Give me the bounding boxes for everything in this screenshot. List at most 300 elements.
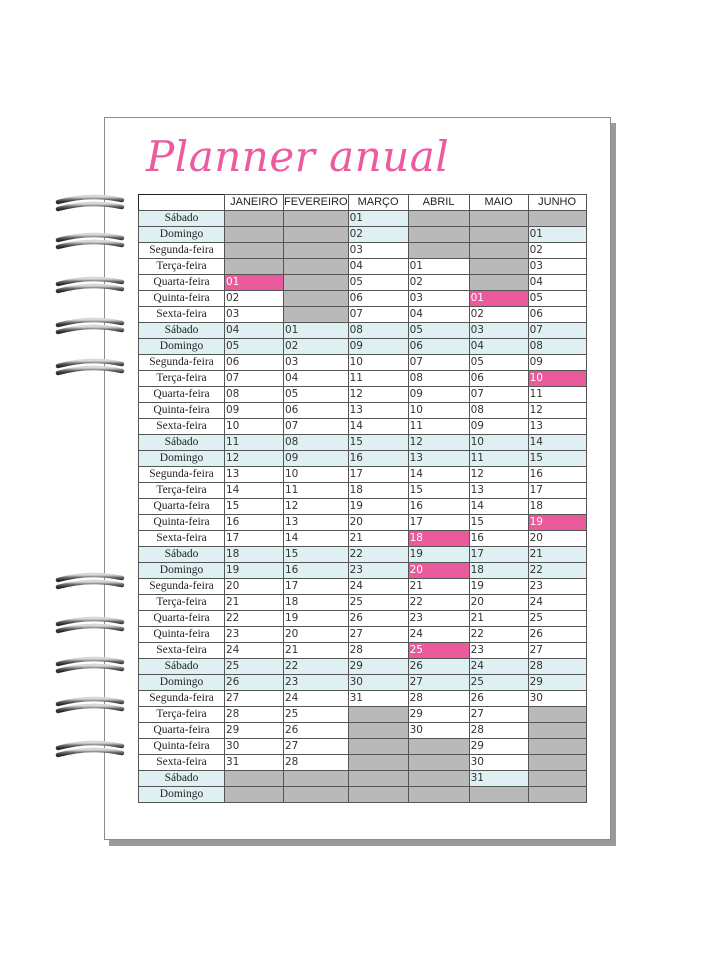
ring-wire bbox=[58, 582, 122, 587]
date-cell: 13 bbox=[348, 403, 408, 419]
date-cell: 24 bbox=[225, 643, 284, 659]
date-cell: 18 bbox=[408, 531, 469, 547]
weekday-label: Domingo bbox=[139, 563, 225, 579]
weekday-label: Segunda-feira bbox=[139, 467, 225, 483]
weekday-label: Sábado bbox=[139, 211, 225, 227]
date-cell: 29 bbox=[469, 739, 528, 755]
date-cell: 26 bbox=[408, 659, 469, 675]
date-cell bbox=[528, 211, 586, 227]
date-cell: 09 bbox=[284, 451, 349, 467]
weekday-label: Sexta-feira bbox=[139, 643, 225, 659]
month-header: ABRIL bbox=[408, 195, 469, 211]
date-cell: 22 bbox=[348, 547, 408, 563]
date-cell bbox=[469, 275, 528, 291]
ring-wire bbox=[58, 361, 122, 366]
ring-wire bbox=[58, 197, 122, 202]
date-cell: 03 bbox=[348, 243, 408, 259]
weekday-label: Quinta-feira bbox=[139, 515, 225, 531]
date-cell: 07 bbox=[225, 371, 284, 387]
date-cell: 31 bbox=[469, 771, 528, 787]
table-row bbox=[139, 211, 587, 227]
date-cell: 04 bbox=[348, 259, 408, 275]
date-cell: 10 bbox=[284, 467, 349, 483]
date-cell: 05 bbox=[469, 355, 528, 371]
date-cell: 31 bbox=[348, 691, 408, 707]
date-cell bbox=[469, 259, 528, 275]
date-cell: 12 bbox=[469, 467, 528, 483]
spiral-binding-icon bbox=[0, 0, 130, 959]
date-cell: 12 bbox=[408, 435, 469, 451]
page-title: Planner anual bbox=[146, 132, 450, 181]
date-cell: 04 bbox=[469, 339, 528, 355]
date-cell bbox=[225, 211, 284, 227]
date-cell: 16 bbox=[469, 531, 528, 547]
ring-wire bbox=[58, 626, 122, 631]
ring-wire bbox=[58, 242, 122, 247]
date-cell: 11 bbox=[225, 435, 284, 451]
date-cell: 08 bbox=[284, 435, 349, 451]
date-cell: 20 bbox=[469, 595, 528, 611]
date-cell: 01 bbox=[348, 211, 408, 227]
date-cell: 10 bbox=[408, 403, 469, 419]
weekday-label: Sábado bbox=[139, 435, 225, 451]
table-row bbox=[139, 371, 587, 387]
date-cell: 19 bbox=[528, 515, 586, 531]
date-cell: 05 bbox=[348, 275, 408, 291]
date-cell: 24 bbox=[469, 659, 528, 675]
table-row bbox=[139, 771, 587, 787]
date-cell: 23 bbox=[225, 627, 284, 643]
month-header-row bbox=[139, 195, 587, 211]
month-header: MAIO bbox=[469, 195, 528, 211]
date-cell: 07 bbox=[469, 387, 528, 403]
table-row bbox=[139, 227, 587, 243]
date-cell: 06 bbox=[348, 291, 408, 307]
date-cell: 28 bbox=[348, 643, 408, 659]
table-row bbox=[139, 291, 587, 307]
weekday-label: Quarta-feira bbox=[139, 611, 225, 627]
date-cell: 09 bbox=[408, 387, 469, 403]
date-cell: 04 bbox=[408, 307, 469, 323]
date-cell: 26 bbox=[225, 675, 284, 691]
weekday-label: Sábado bbox=[139, 771, 225, 787]
ring-wire bbox=[58, 204, 122, 209]
table-row bbox=[139, 387, 587, 403]
date-cell: 17 bbox=[225, 531, 284, 547]
weekday-label: Quinta-feira bbox=[139, 627, 225, 643]
date-cell: 12 bbox=[225, 451, 284, 467]
table-row bbox=[139, 787, 587, 803]
weekday-label: Segunda-feira bbox=[139, 243, 225, 259]
table-row bbox=[139, 675, 587, 691]
date-cell: 22 bbox=[408, 595, 469, 611]
date-cell: 04 bbox=[225, 323, 284, 339]
date-cell: 06 bbox=[225, 355, 284, 371]
date-cell bbox=[284, 211, 349, 227]
date-cell: 21 bbox=[528, 547, 586, 563]
date-cell: 26 bbox=[284, 723, 349, 739]
date-cell: 30 bbox=[528, 691, 586, 707]
date-cell: 22 bbox=[469, 627, 528, 643]
date-cell: 15 bbox=[469, 515, 528, 531]
table-row bbox=[139, 691, 587, 707]
date-cell: 19 bbox=[408, 547, 469, 563]
date-cell: 08 bbox=[408, 371, 469, 387]
ring-wire bbox=[58, 320, 122, 325]
date-cell: 22 bbox=[528, 563, 586, 579]
date-cell: 18 bbox=[348, 483, 408, 499]
date-cell: 04 bbox=[528, 275, 586, 291]
date-cell: 02 bbox=[469, 307, 528, 323]
weekday-label: Terça-feira bbox=[139, 707, 225, 723]
weekday-label: Quinta-feira bbox=[139, 403, 225, 419]
date-cell: 16 bbox=[284, 563, 349, 579]
date-cell: 19 bbox=[284, 611, 349, 627]
date-cell: 05 bbox=[284, 387, 349, 403]
date-cell: 14 bbox=[408, 467, 469, 483]
date-cell: 25 bbox=[469, 675, 528, 691]
date-cell bbox=[284, 291, 349, 307]
date-cell bbox=[284, 259, 349, 275]
month-header: JANEIRO bbox=[225, 195, 284, 211]
date-cell: 04 bbox=[284, 371, 349, 387]
date-cell: 09 bbox=[469, 419, 528, 435]
date-cell: 27 bbox=[408, 675, 469, 691]
ring-wire bbox=[58, 286, 122, 291]
date-cell bbox=[408, 787, 469, 803]
table-row bbox=[139, 483, 587, 499]
date-cell: 18 bbox=[469, 563, 528, 579]
date-cell: 28 bbox=[469, 723, 528, 739]
date-cell: 25 bbox=[528, 611, 586, 627]
date-cell: 07 bbox=[408, 355, 469, 371]
table-row bbox=[139, 499, 587, 515]
weekday-label: Quarta-feira bbox=[139, 275, 225, 291]
date-cell bbox=[348, 707, 408, 723]
date-cell bbox=[225, 259, 284, 275]
date-cell: 30 bbox=[408, 723, 469, 739]
month-header: FEVEREIRO bbox=[284, 195, 349, 211]
ring-wire bbox=[58, 666, 122, 671]
table-row bbox=[139, 259, 587, 275]
table-row bbox=[139, 531, 587, 547]
date-cell bbox=[348, 723, 408, 739]
date-cell: 17 bbox=[469, 547, 528, 563]
date-cell: 15 bbox=[408, 483, 469, 499]
ring-wire bbox=[58, 743, 122, 748]
date-cell bbox=[408, 771, 469, 787]
date-cell bbox=[469, 227, 528, 243]
date-cell: 19 bbox=[348, 499, 408, 515]
ring-wire bbox=[58, 327, 122, 332]
weekday-label: Terça-feira bbox=[139, 371, 225, 387]
date-cell: 13 bbox=[469, 483, 528, 499]
weekday-label: Domingo bbox=[139, 675, 225, 691]
date-cell: 24 bbox=[348, 579, 408, 595]
date-cell bbox=[469, 243, 528, 259]
date-cell: 15 bbox=[225, 499, 284, 515]
date-cell: 08 bbox=[225, 387, 284, 403]
table-row bbox=[139, 451, 587, 467]
date-cell: 07 bbox=[284, 419, 349, 435]
annual-planner-table bbox=[138, 194, 587, 803]
date-cell: 14 bbox=[225, 483, 284, 499]
date-cell: 15 bbox=[348, 435, 408, 451]
ring-wire bbox=[58, 279, 122, 284]
date-cell: 14 bbox=[528, 435, 586, 451]
date-cell: 03 bbox=[284, 355, 349, 371]
date-cell bbox=[408, 739, 469, 755]
date-cell: 01 bbox=[408, 259, 469, 275]
table-row bbox=[139, 243, 587, 259]
date-cell bbox=[528, 771, 586, 787]
date-cell: 30 bbox=[469, 755, 528, 771]
table-row bbox=[139, 307, 587, 323]
date-cell: 10 bbox=[469, 435, 528, 451]
date-cell: 28 bbox=[225, 707, 284, 723]
weekday-label: Terça-feira bbox=[139, 259, 225, 275]
date-cell: 24 bbox=[408, 627, 469, 643]
date-cell: 18 bbox=[284, 595, 349, 611]
date-cell: 05 bbox=[225, 339, 284, 355]
month-header: JUNHO bbox=[528, 195, 586, 211]
date-cell: 21 bbox=[225, 595, 284, 611]
weekday-label: Domingo bbox=[139, 451, 225, 467]
date-cell: 27 bbox=[348, 627, 408, 643]
date-cell: 11 bbox=[528, 387, 586, 403]
date-cell: 13 bbox=[528, 419, 586, 435]
date-cell: 30 bbox=[348, 675, 408, 691]
date-cell: 19 bbox=[225, 563, 284, 579]
date-cell: 26 bbox=[469, 691, 528, 707]
date-cell: 20 bbox=[528, 531, 586, 547]
ring-wire bbox=[58, 619, 122, 624]
date-cell: 25 bbox=[348, 595, 408, 611]
date-cell: 08 bbox=[348, 323, 408, 339]
weekday-label: Segunda-feira bbox=[139, 691, 225, 707]
date-cell: 14 bbox=[284, 531, 349, 547]
weekday-label: Sexta-feira bbox=[139, 755, 225, 771]
weekday-label: Quarta-feira bbox=[139, 723, 225, 739]
ring-wire bbox=[58, 750, 122, 755]
date-cell bbox=[408, 227, 469, 243]
date-cell: 17 bbox=[348, 467, 408, 483]
date-cell: 29 bbox=[348, 659, 408, 675]
date-cell bbox=[528, 787, 586, 803]
date-cell bbox=[528, 755, 586, 771]
date-cell: 03 bbox=[469, 323, 528, 339]
date-cell: 01 bbox=[528, 227, 586, 243]
date-cell: 23 bbox=[348, 563, 408, 579]
weekday-label: Sexta-feira bbox=[139, 419, 225, 435]
table-row bbox=[139, 627, 587, 643]
table-row bbox=[139, 515, 587, 531]
weekday-label: Domingo bbox=[139, 227, 225, 243]
table-row bbox=[139, 643, 587, 659]
date-cell: 26 bbox=[348, 611, 408, 627]
date-cell: 01 bbox=[469, 291, 528, 307]
date-cell: 24 bbox=[284, 691, 349, 707]
ring-wire bbox=[58, 235, 122, 240]
date-cell: 06 bbox=[284, 403, 349, 419]
date-cell: 16 bbox=[225, 515, 284, 531]
date-cell: 29 bbox=[408, 707, 469, 723]
weekday-label: Segunda-feira bbox=[139, 355, 225, 371]
date-cell: 27 bbox=[469, 707, 528, 723]
weekday-label: Sexta-feira bbox=[139, 307, 225, 323]
date-cell: 25 bbox=[225, 659, 284, 675]
ring-wire bbox=[58, 699, 122, 704]
date-cell: 02 bbox=[348, 227, 408, 243]
table-row bbox=[139, 355, 587, 371]
date-cell bbox=[528, 707, 586, 723]
date-cell: 27 bbox=[225, 691, 284, 707]
table-row bbox=[139, 419, 587, 435]
date-cell: 21 bbox=[408, 579, 469, 595]
date-cell: 16 bbox=[408, 499, 469, 515]
weekday-label: Terça-feira bbox=[139, 595, 225, 611]
date-cell: 09 bbox=[528, 355, 586, 371]
weekday-label: Sábado bbox=[139, 547, 225, 563]
date-cell: 28 bbox=[408, 691, 469, 707]
date-cell bbox=[348, 739, 408, 755]
date-cell: 07 bbox=[528, 323, 586, 339]
date-cell: 21 bbox=[284, 643, 349, 659]
date-cell: 12 bbox=[348, 387, 408, 403]
date-cell: 08 bbox=[469, 403, 528, 419]
header-corner bbox=[139, 195, 225, 211]
date-cell: 03 bbox=[408, 291, 469, 307]
table-row bbox=[139, 323, 587, 339]
date-cell: 01 bbox=[225, 275, 284, 291]
date-cell: 26 bbox=[528, 627, 586, 643]
weekday-label: Quarta-feira bbox=[139, 499, 225, 515]
table-row bbox=[139, 755, 587, 771]
date-cell: 21 bbox=[348, 531, 408, 547]
weekday-label: Terça-feira bbox=[139, 483, 225, 499]
date-cell: 17 bbox=[408, 515, 469, 531]
date-cell bbox=[348, 771, 408, 787]
date-cell: 03 bbox=[225, 307, 284, 323]
ring-wire bbox=[58, 706, 122, 711]
date-cell: 31 bbox=[225, 755, 284, 771]
date-cell: 18 bbox=[225, 547, 284, 563]
date-cell: 22 bbox=[284, 659, 349, 675]
date-cell bbox=[408, 211, 469, 227]
ring-wire bbox=[58, 659, 122, 664]
weekday-label: Sexta-feira bbox=[139, 531, 225, 547]
table-row bbox=[139, 403, 587, 419]
date-cell bbox=[225, 787, 284, 803]
month-header: MARÇO bbox=[348, 195, 408, 211]
date-cell bbox=[408, 755, 469, 771]
table-row bbox=[139, 611, 587, 627]
date-cell: 14 bbox=[348, 419, 408, 435]
date-cell: 13 bbox=[408, 451, 469, 467]
date-cell: 16 bbox=[528, 467, 586, 483]
date-cell bbox=[528, 723, 586, 739]
date-cell bbox=[284, 307, 349, 323]
table-row bbox=[139, 275, 587, 291]
date-cell: 09 bbox=[348, 339, 408, 355]
date-cell bbox=[284, 275, 349, 291]
date-cell: 21 bbox=[469, 611, 528, 627]
date-cell bbox=[348, 787, 408, 803]
table-row bbox=[139, 467, 587, 483]
table-row bbox=[139, 739, 587, 755]
date-cell: 01 bbox=[284, 323, 349, 339]
date-cell: 25 bbox=[408, 643, 469, 659]
weekday-label: Domingo bbox=[139, 787, 225, 803]
table-row bbox=[139, 339, 587, 355]
date-cell: 02 bbox=[225, 291, 284, 307]
weekday-label: Sábado bbox=[139, 323, 225, 339]
date-cell: 29 bbox=[225, 723, 284, 739]
table-row bbox=[139, 659, 587, 675]
date-cell: 22 bbox=[225, 611, 284, 627]
ring-wire bbox=[58, 368, 122, 373]
date-cell bbox=[225, 243, 284, 259]
date-cell: 10 bbox=[528, 371, 586, 387]
date-cell bbox=[225, 771, 284, 787]
date-cell: 23 bbox=[284, 675, 349, 691]
date-cell: 11 bbox=[469, 451, 528, 467]
date-cell: 17 bbox=[284, 579, 349, 595]
date-cell: 02 bbox=[408, 275, 469, 291]
table-row bbox=[139, 707, 587, 723]
table-row bbox=[139, 563, 587, 579]
date-cell: 15 bbox=[528, 451, 586, 467]
date-cell: 09 bbox=[225, 403, 284, 419]
date-cell bbox=[469, 211, 528, 227]
weekday-label: Quinta-feira bbox=[139, 739, 225, 755]
weekday-label: Domingo bbox=[139, 339, 225, 355]
date-cell: 05 bbox=[528, 291, 586, 307]
date-cell: 13 bbox=[284, 515, 349, 531]
table-row bbox=[139, 579, 587, 595]
table-row bbox=[139, 723, 587, 739]
date-cell: 11 bbox=[284, 483, 349, 499]
date-cell: 20 bbox=[408, 563, 469, 579]
date-cell bbox=[284, 787, 349, 803]
date-cell: 16 bbox=[348, 451, 408, 467]
date-cell: 24 bbox=[528, 595, 586, 611]
table-row bbox=[139, 595, 587, 611]
date-cell: 25 bbox=[284, 707, 349, 723]
date-cell bbox=[284, 243, 349, 259]
date-cell: 30 bbox=[225, 739, 284, 755]
date-cell: 12 bbox=[528, 403, 586, 419]
date-cell: 20 bbox=[284, 627, 349, 643]
ring-wire bbox=[58, 575, 122, 580]
date-cell: 06 bbox=[408, 339, 469, 355]
date-cell: 11 bbox=[348, 371, 408, 387]
date-cell: 28 bbox=[284, 755, 349, 771]
date-cell: 13 bbox=[225, 467, 284, 483]
date-cell bbox=[225, 227, 284, 243]
date-cell: 29 bbox=[528, 675, 586, 691]
date-cell: 08 bbox=[528, 339, 586, 355]
weekday-label: Segunda-feira bbox=[139, 579, 225, 595]
date-cell: 11 bbox=[408, 419, 469, 435]
date-cell: 23 bbox=[469, 643, 528, 659]
date-cell: 28 bbox=[528, 659, 586, 675]
date-cell: 19 bbox=[469, 579, 528, 595]
date-cell: 23 bbox=[528, 579, 586, 595]
date-cell: 06 bbox=[469, 371, 528, 387]
date-cell bbox=[408, 243, 469, 259]
date-cell bbox=[284, 771, 349, 787]
